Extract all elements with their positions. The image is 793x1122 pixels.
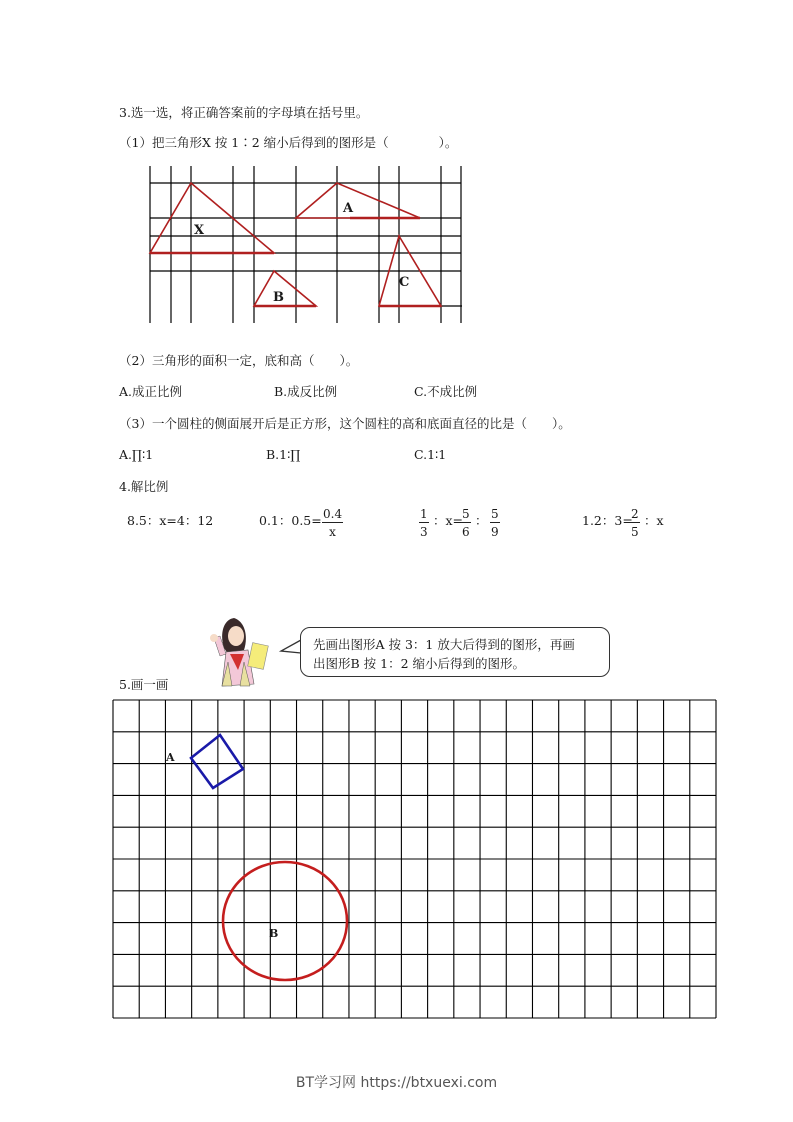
fraction-numerator: 2 [631, 507, 639, 521]
speech-bubble-line-2: 出图形B 按 1：2 缩小后得到的图形。 [313, 656, 526, 671]
q3-sub2-option-a: A.成正比例 [119, 384, 183, 399]
q4-equation-3-mid: ：x= [433, 513, 464, 528]
q4-equation-3-sep: ： [475, 513, 488, 528]
q3-sub2-question: （2）三角形的面积一定，底和高（ ）。 [119, 353, 359, 368]
fraction-numerator: 1 [420, 507, 428, 521]
shape-a-label: A [166, 751, 175, 764]
q4-equation-4-suffix: ：x [644, 513, 664, 528]
q4-equation-1: 8.5：x=4：12 [127, 513, 214, 528]
q3-sub2-option-c: C.不成比例 [414, 384, 478, 399]
fraction-denominator: 5 [631, 525, 639, 539]
fraction-numerator: 5 [462, 507, 470, 521]
triangle-x-label: X [194, 223, 205, 238]
fraction-numerator: 5 [491, 507, 499, 521]
q4-equation-2-prefix: 0.1：0.5= [259, 513, 322, 528]
q3-sub1-question: （1）把三角形X 按 1∶2 缩小后得到的图形是（ ）。 [119, 135, 458, 150]
q3-sub3-option-c: C.1∶1 [414, 447, 447, 462]
fraction-denominator: 9 [491, 525, 499, 539]
q4-equation-4-prefix: 1.2：3= [582, 513, 633, 528]
fraction-denominator: 3 [420, 525, 428, 539]
triangle-c-label: C [399, 275, 410, 290]
speech-bubble-line-1: 先画出图形A 按 3：1 放大后得到的图形，再画 [313, 637, 575, 652]
fraction-numerator: 0.4 [323, 507, 343, 521]
q4-title: 4.解比例 [119, 479, 169, 494]
q3-sub2-option-b: B.成反比例 [274, 384, 338, 399]
triangle-b-label: B [273, 290, 284, 305]
shape-b-circle [223, 862, 347, 980]
q3-title: 3.选一选，将正确答案前的字母填在括号里。 [119, 105, 369, 120]
shape-a-rectangle [191, 735, 243, 788]
q3-sub3-option-a: A.∏∶1 [119, 447, 154, 462]
q3-sub3-option-b: B.1∶∏ [266, 447, 301, 462]
footer-watermark: BT学习网 https://btxuexi.com [295, 1075, 498, 1091]
fraction-denominator: x [329, 525, 336, 539]
fraction-denominator: 6 [462, 525, 470, 539]
q3-sub3-question: （3）一个圆柱的侧面展开后是正方形，这个圆柱的高和底面直径的比是（ ）。 [119, 416, 571, 431]
triangle-a-label: A [343, 201, 354, 216]
q5-title: 5.画一画 [119, 677, 169, 692]
shape-b-label: B [269, 927, 279, 940]
